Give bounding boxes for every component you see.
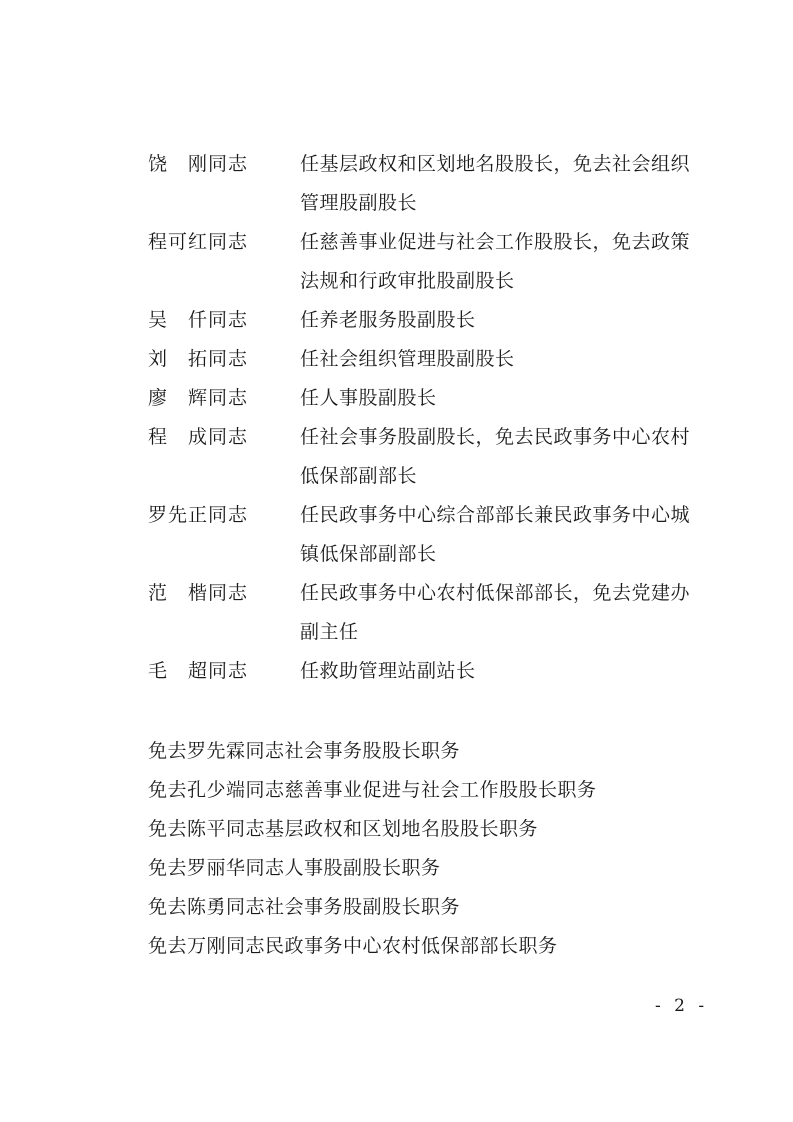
appointment-item: [148, 652, 708, 691]
appointee-name: 刘 拓同志: [148, 348, 249, 370]
appointment-item: [148, 418, 708, 496]
appointment-list: [148, 145, 708, 691]
appointment-duty: 任救助管理站副站长: [300, 660, 476, 682]
removal-item: 免去万刚同志民政事务中心农村低保部部长职务: [148, 935, 558, 957]
removal-item: 免去陈勇同志社会事务股副股长职务: [148, 896, 461, 918]
page-number: - 2 -: [655, 996, 709, 1016]
appointment-item: [148, 301, 708, 340]
appointment-item: [148, 223, 708, 301]
appointee-name: 饶 刚同志: [148, 153, 249, 175]
appointment-item: [148, 145, 708, 223]
appointment-duty: 任社会事务股副股长，免去民政事务中心农村低保部副部长: [300, 426, 691, 487]
removal-item: 免去陈平同志基层政权和区划地名股股长职务: [148, 818, 539, 840]
removal-item: 免去孔少端同志慈善事业促进与社会工作股股长职务: [148, 779, 597, 801]
appointment-duty: 任民政事务中心综合部部长兼民政事务中心城镇低保部副部长: [300, 504, 691, 565]
removal-item: 免去罗丽华同志人事股副股长职务: [148, 857, 441, 879]
appointee-name: 罗先正同志: [148, 504, 249, 526]
appointment-duty: 任慈善事业促进与社会工作股股长，免去政策法规和行政审批股副股长: [300, 231, 691, 292]
removal-list: [148, 732, 708, 966]
appointee-name: 程 成同志: [148, 426, 249, 448]
appointment-duty: 任人事股副股长: [300, 387, 437, 409]
appointment-duty: 任基层政权和区划地名股股长，免去社会组织管理股副股长: [300, 153, 691, 214]
appointment-item: [148, 496, 708, 574]
appointment-item: [148, 340, 708, 379]
appointee-name: 毛 超同志: [148, 660, 249, 682]
appointee-name: 程可红同志: [148, 231, 249, 253]
appointment-duty: 任社会组织管理股副股长: [300, 348, 515, 370]
appointee-name: 廖 辉同志: [148, 387, 249, 409]
appointment-item: [148, 379, 708, 418]
appointment-item: [148, 574, 708, 652]
removal-item: 免去罗先霖同志社会事务股股长职务: [148, 740, 461, 762]
appointment-duty: 任养老服务股副股长: [300, 309, 476, 331]
appointee-name: 吴 仟同志: [148, 309, 249, 331]
appointment-duty: 任民政事务中心农村低保部部长，免去党建办副主任: [300, 582, 691, 643]
appointee-name: 范 楷同志: [148, 582, 249, 604]
